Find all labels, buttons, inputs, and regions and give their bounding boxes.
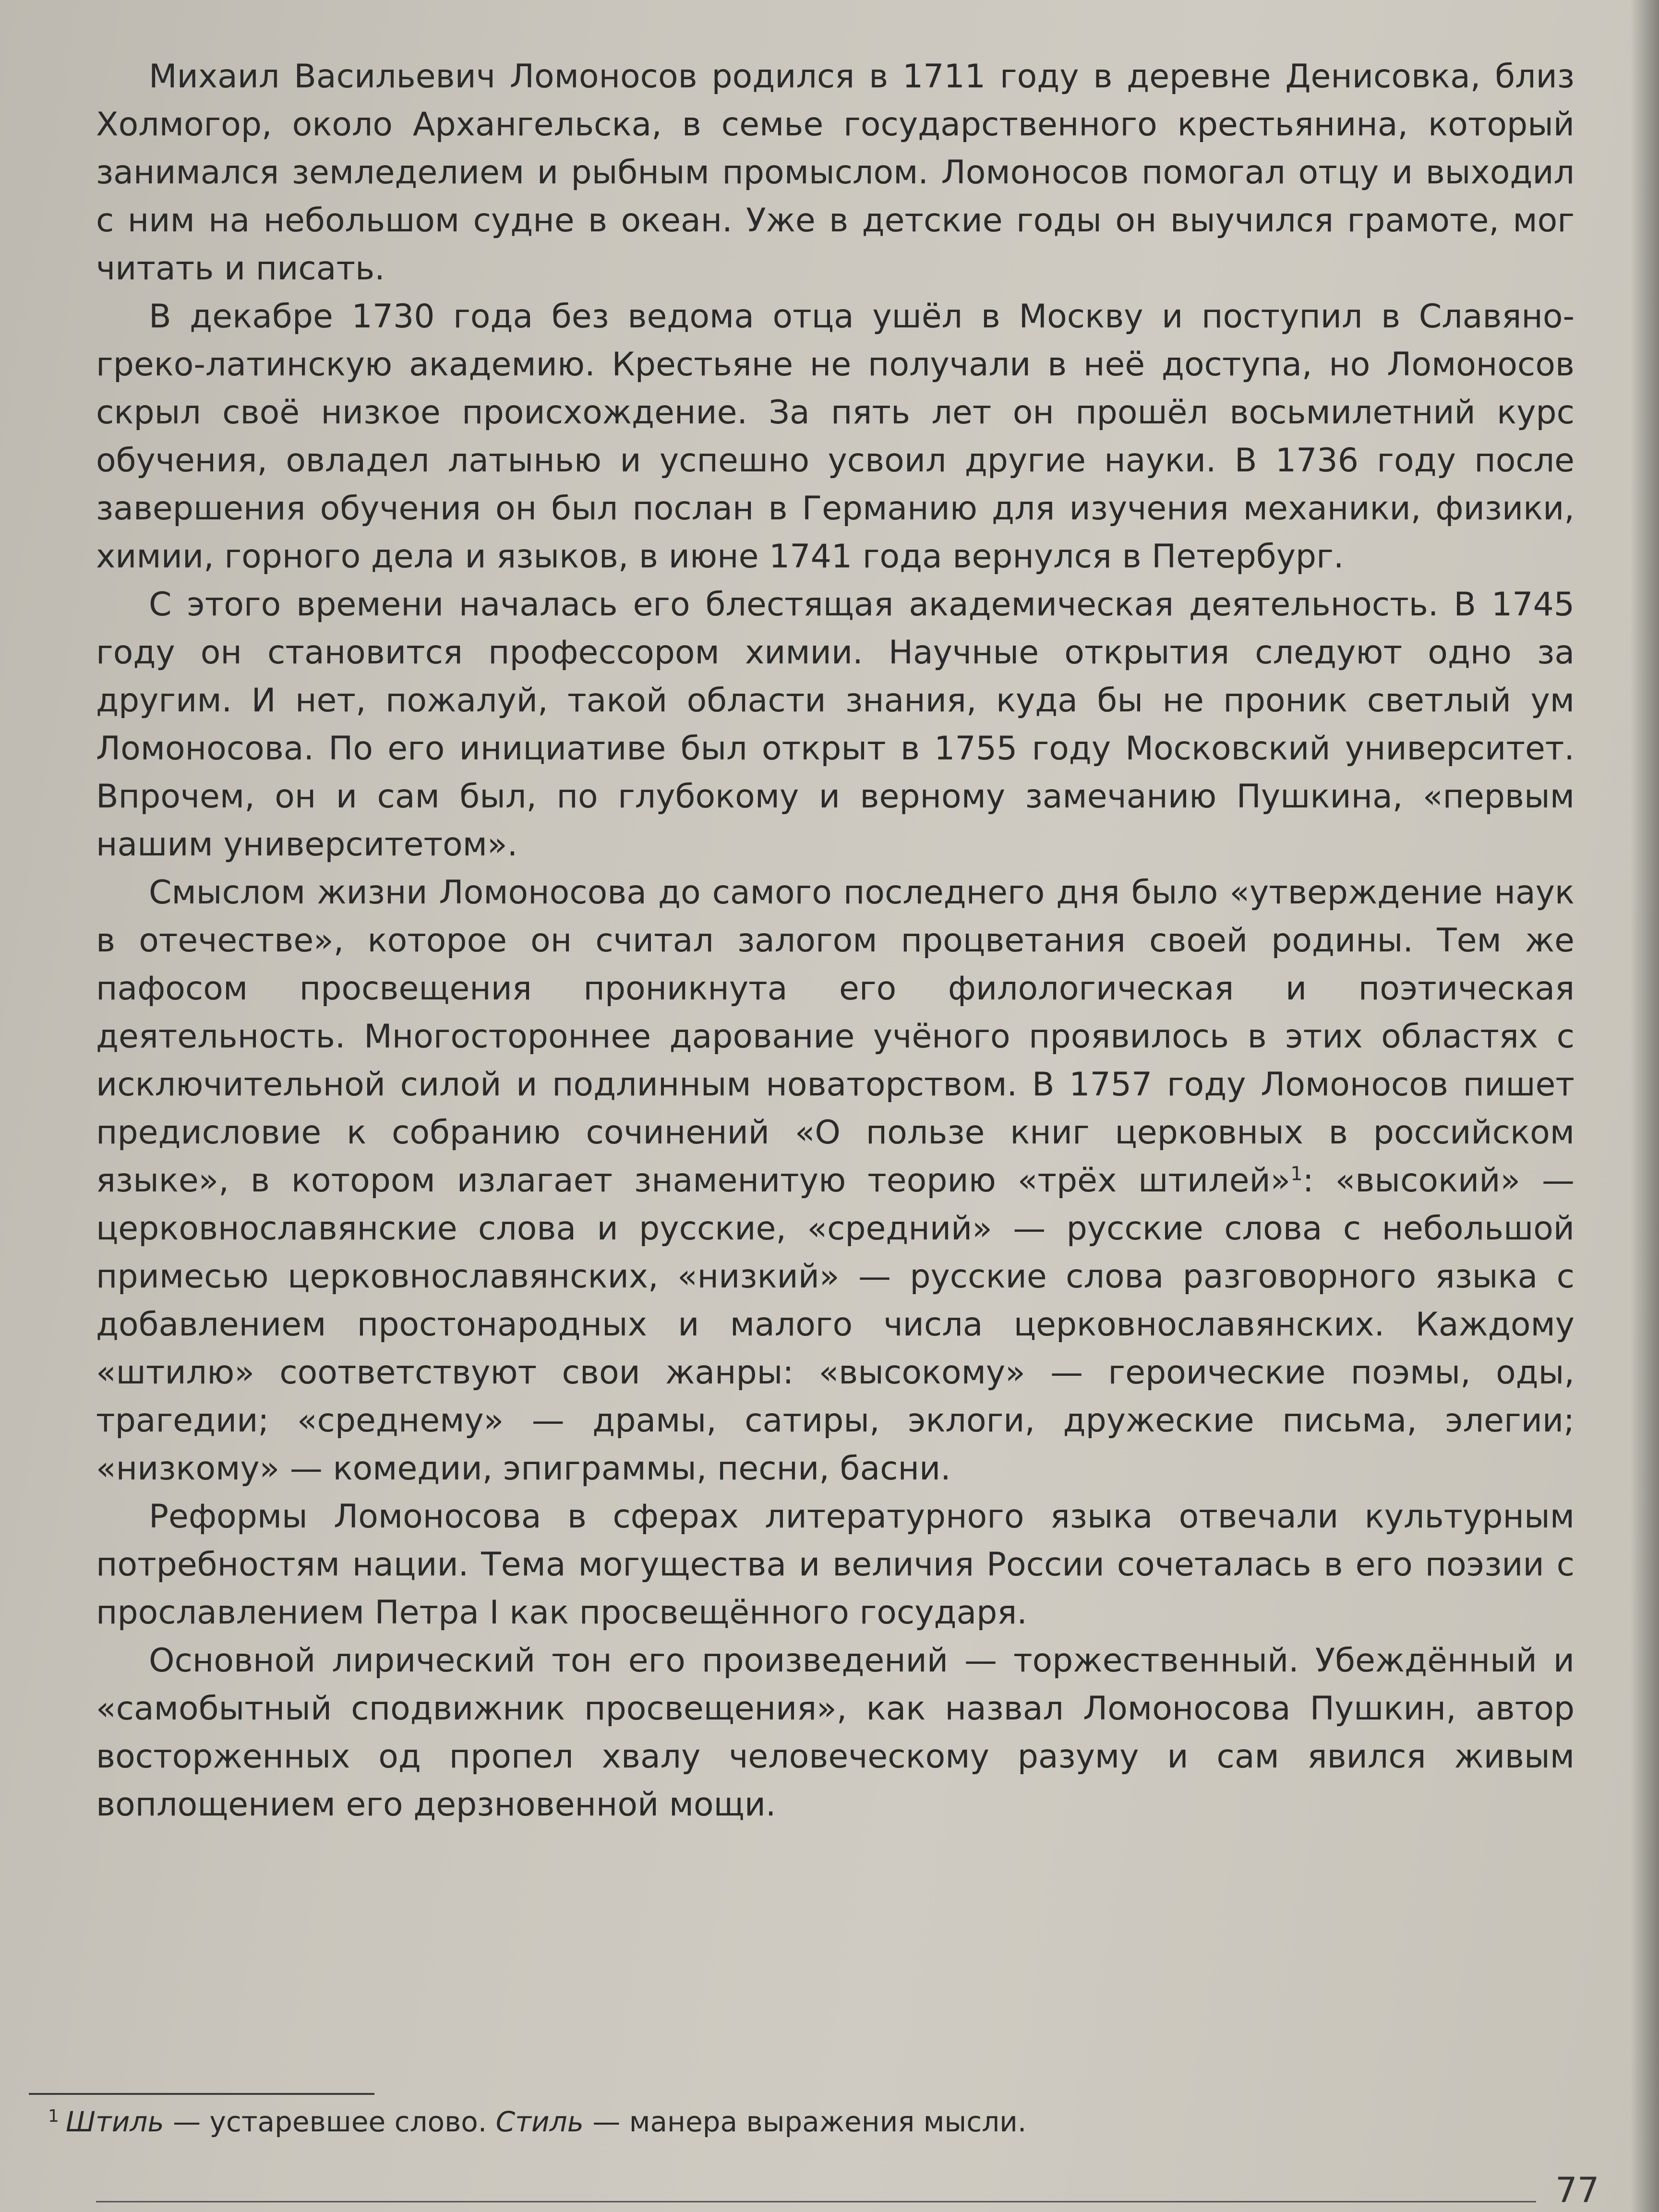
footnote-text-2: — манера выражения мысли. [583, 2105, 1027, 2138]
paragraph-1: Михаил Васильевич Ломоносов родился в 1711 году в деревне Денисовка, близ Холмогор, около Архангельска, в семье государственного крестьянина, который занимался земледелием и рыбным промыслом. Ломоносов помогал отцу и выходил с ним на небольшом судне в океан. Уже в детские годы он выучился грамоте, мог читать и писать. [96, 58, 1575, 288]
bottom-divider [96, 2201, 1536, 2202]
paragraph-4-colon: : [1302, 1162, 1314, 1200]
footnote-term-1: Штиль [65, 2105, 164, 2138]
footnote-marker: 1 [1290, 1163, 1303, 1185]
footnote-number: 1 [48, 2106, 59, 2126]
paragraph-4-text: Смыслом жизни Ломоносова до самого последнего дня было «утверждение наук в отечестве», которое он считал залогом процветания своей родины. Тем же пафосом просвещения проникнута его филологическая и поэтическая деятельность. Многостороннее дарование учёного проявилось в этих областях с исключительной силой и подлинным новаторством. В 1757 году Ломоносов пишет предисловие к собранию сочинений «О пользе книг церковных в российском языке», в котором излагает знаменитую теорию «трёх штилей» [96, 874, 1575, 1200]
paragraph-4 [96, 869, 1575, 1493]
main-text [96, 53, 1575, 1829]
paragraph-4-continued: «высокий» — церковнославянские слова и русские, «средний» — русские слова с небольшой примесью церковнославянских, «низкий» — русские слова разговорного языка с добавлением простонародных и малого числа церковнославянских. Каждому «штилю» соответствуют свои жанры: «высокому» — героические поэмы, оды, трагедии; «среднему» — драмы, сатиры, эклоги, дружеские письма, элегии; «низкому» — комедии, эпиграммы, песни, басни. [96, 1162, 1575, 1488]
paragraph-5: Реформы Ломоносова в сферах литературного языка отвечали культурным потребностям нации. Тема могущества и величия России сочеталась в его поэзии с прославлением Петра I как просвещённого государя. [96, 1498, 1575, 1632]
page-number: 77 [1555, 2170, 1599, 2210]
paragraph-3: С этого времени началась его блестящая академическая деятельность. В 1745 году он становится профессором химии. Научные открытия следуют одно за другим. И нет, пожалуй, такой области знания, куда бы не проник светлый ум Ломоносова. По его инициативе был открыт в 1755 году Московский университет. Впрочем, он и сам был, по глубокому и верному замечанию Пушкина, «первым нашим университетом». [96, 586, 1575, 864]
footnote [48, 2103, 1392, 2141]
paragraph-6: Основной лирический тон его произведений — торжественный. Убеждённый и «самобытный сподвижник просвещения», как назвал Ломоносова Пушкин, автор восторженных од пропел хвалу человеческому разуму и сам явился живым воплощением его дерзновенной мощи. [96, 1642, 1575, 1824]
paragraph-2: В декабре 1730 года без ведома отца ушёл в Москву и поступил в Славяно-греко-латинскую академию. Крестьяне не получали в неё доступа, но Ломоносов скрыл своё низкое происхождение. За пять лет он прошёл восьмилетний курс обучения, овладел латынью и успешно усвоил другие науки. В 1736 году после завершения обучения он был послан в Германию для изучения механики, физики, химии, горного дела и языков, в июне 1741 года вернулся в Петербург. [96, 298, 1575, 576]
footnote-text-1: — устаревшее слово. [164, 2105, 496, 2138]
footnote-divider [29, 2093, 374, 2095]
footnote-term-2: Стиль [495, 2105, 584, 2138]
